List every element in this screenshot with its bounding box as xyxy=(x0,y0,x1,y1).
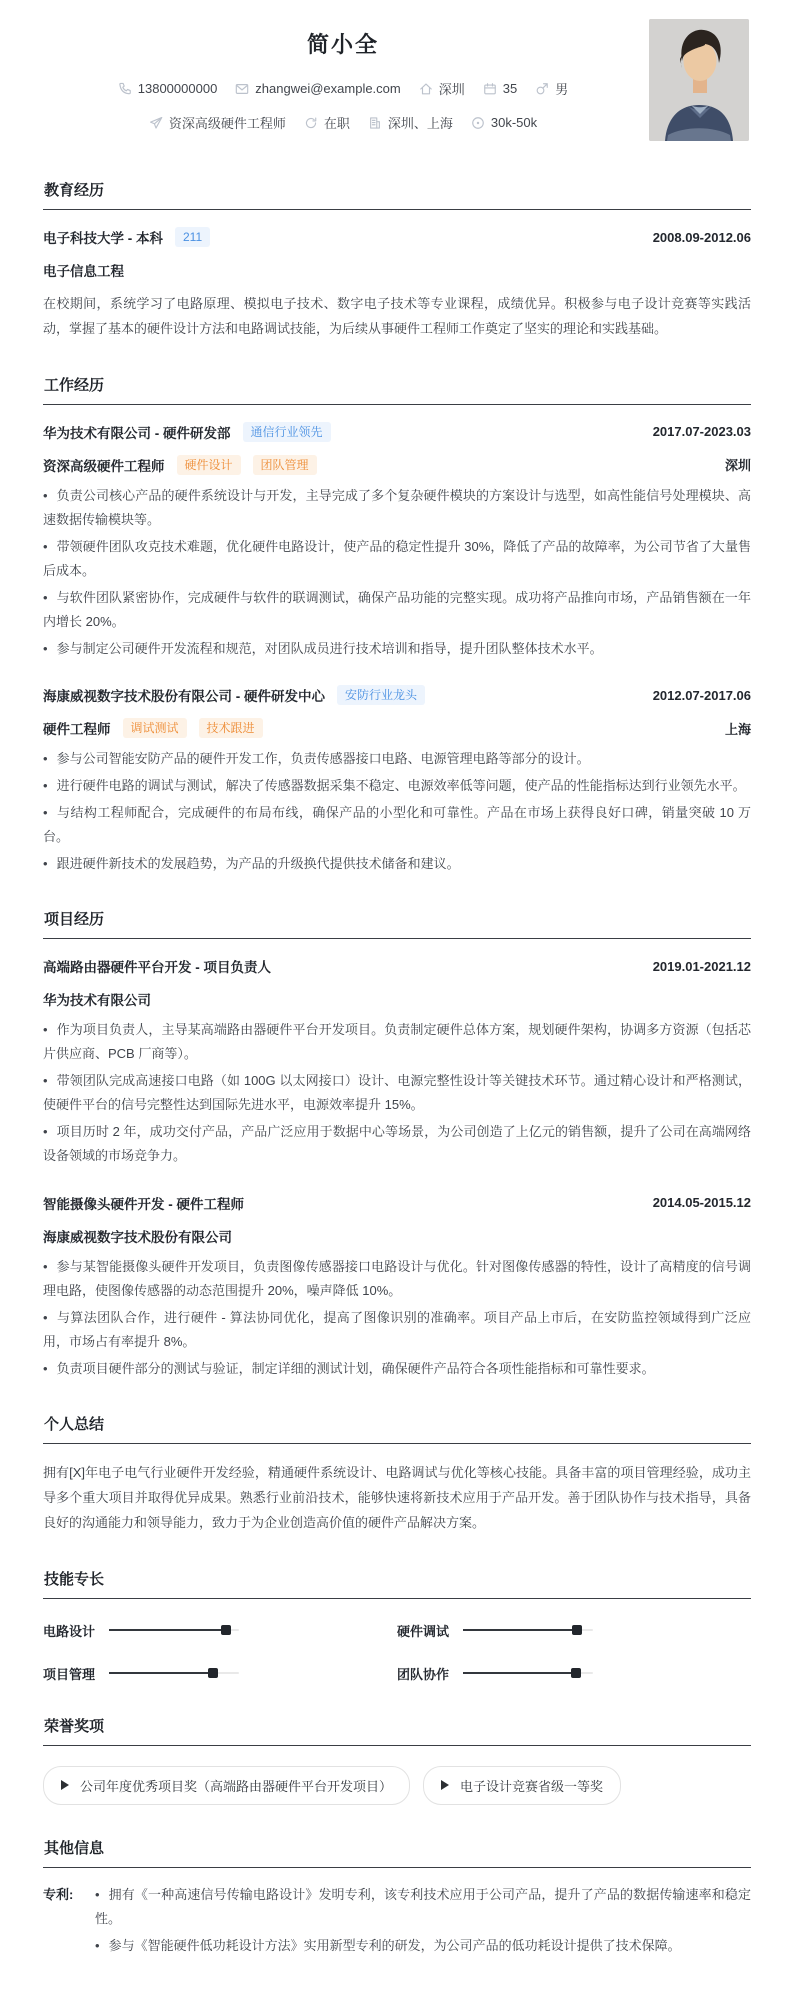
work-bullet: • 与结构工程师配合，完成硬件的布局布线，确保产品的小型化和可靠性。产品在市场上获得良好口碑，销量突破 10 万台。 xyxy=(43,801,751,849)
skill-slider-handle[interactable] xyxy=(109,1672,213,1674)
project-org: 海康威视数字技术股份有限公司 xyxy=(43,1229,232,1245)
skill-hardware-debug xyxy=(397,1621,751,1640)
role-tag: 技术跟进 xyxy=(199,718,263,738)
project-name: 高端路由器硬件平台开发 - 项目负责人 xyxy=(43,960,271,976)
skill-slider[interactable] xyxy=(109,1629,239,1631)
contact-email xyxy=(235,81,400,96)
contact-salary xyxy=(471,115,537,130)
status-icon xyxy=(304,116,318,130)
award-text: 公司年度优秀项目奖（高端路由器硬件平台开发项目） xyxy=(80,1778,393,1794)
email-icon xyxy=(235,82,249,96)
contact-row-1 xyxy=(43,79,643,98)
section-title-awards: 荣誉奖项 xyxy=(43,1715,751,1746)
company-name: 海康威视数字技术股份有限公司 - 硬件研发中心 xyxy=(43,689,325,705)
gender-icon xyxy=(535,82,549,96)
project-bullet: • 带领团队完成高速接口电路（如 100G 以太网接口）设计、电源完整性设计等关键技术环节。通过精心设计和严格测试，使硬件平台的信号完整性达到国际先进水平，电源效率提升 15%。 xyxy=(43,1069,751,1117)
section-summary xyxy=(43,1413,751,1536)
project-entry xyxy=(43,956,751,1168)
contact-gender xyxy=(535,79,568,98)
contact-job-title xyxy=(149,113,286,132)
section-education xyxy=(43,179,751,342)
gender-value: 男 xyxy=(555,82,569,97)
cities-value: 深圳、上海 xyxy=(387,116,453,131)
section-title-skills: 技能专长 xyxy=(43,1568,751,1599)
other-info-row xyxy=(43,1883,751,1961)
education-description: 在校期间，系统学习了电路原理、模拟电子技术、数字电子技术等专业课程，成绩优异。积极参与电子设计竞赛等实践活动，掌握了基本的硬件设计方法和电路调试技能，为后续从事硬件工程师工作奠定了坚实的理论和实践基础。 xyxy=(43,296,751,337)
skill-circuit-design xyxy=(43,1621,397,1640)
role-tag: 硬件设计 xyxy=(177,455,241,475)
status-value: 在职 xyxy=(323,116,350,131)
contact-age xyxy=(483,81,517,96)
role-name: 硬件工程师 xyxy=(43,722,111,738)
candidate-name: 简小全 xyxy=(306,32,379,57)
section-other xyxy=(43,1837,751,1961)
work-bullet: • 参与公司智能安防产品的硬件开发工作，负责传感器接口电路、电源管理电路等部分的设计。 xyxy=(43,747,751,771)
project-bullet: • 项目历时 2 年，成功交付产品，产品广泛应用于数据中心等场景，为公司创造了上亿元的销售额，提升了公司在高端网络设备领域的市场竞争力。 xyxy=(43,1120,751,1168)
work-bullet: • 跟进硬件新技术的发展趋势，为产品的升级换代提供技术储备和建议。 xyxy=(43,852,751,876)
award-pill[interactable] xyxy=(423,1766,621,1805)
work-date: 2012.07-2017.06 xyxy=(652,687,751,703)
skill-label: 硬件调试 xyxy=(397,1623,450,1639)
major-name: 电子信息工程 xyxy=(43,264,124,279)
education-entry-head xyxy=(43,227,751,247)
project-date: 2014.05-2015.12 xyxy=(652,1195,751,1211)
project-bullet: • 参与某智能摄像头硬件开发项目，负责图像传感器接口电路设计与优化。针对图像传感器的特性，设计了高精度的信号调理电路，使图像传感器的动态范围提升 20%，噪声降低 10%。 xyxy=(43,1255,751,1303)
phone-value: 13800000000 xyxy=(137,81,218,96)
skill-slider-handle[interactable] xyxy=(463,1629,577,1631)
project-bullet: • 与算法团队合作，进行硬件 - 算法协同优化，提高了图像识别的准确率。项目产品上市后，在安防监控领域得到广泛应用，市场占有率提升 8%。 xyxy=(43,1306,751,1354)
section-title-projects: 项目经历 xyxy=(43,908,751,939)
company-tag: 安防行业龙头 xyxy=(337,685,425,705)
patent-bullets xyxy=(95,1883,751,1961)
work-location: 上海 xyxy=(724,721,751,737)
profile-photo-placeholder xyxy=(649,19,749,141)
work-entry xyxy=(43,685,751,876)
skill-label: 团队协作 xyxy=(397,1666,450,1682)
school-name: 电子科技大学 - 本科 xyxy=(43,231,163,246)
phone-icon xyxy=(118,82,132,96)
award-text: 电子设计竞赛省级一等奖 xyxy=(460,1778,604,1794)
section-title-work: 工作经历 xyxy=(43,374,751,405)
work-entry xyxy=(43,422,751,661)
section-work xyxy=(43,374,751,877)
contact-row-2 xyxy=(43,113,643,132)
role-tag: 团队管理 xyxy=(253,455,317,475)
skill-label: 电路设计 xyxy=(43,1623,96,1639)
project-name: 智能摄像头硬件开发 - 硬件工程师 xyxy=(43,1196,244,1212)
section-awards xyxy=(43,1715,751,1805)
work-bullet: • 负责公司核心产品的硬件系统设计与开发，主导完成了多个复杂硬件模块的方案设计与选型，如高性能信号处理模块、高速数据传输模块等。 xyxy=(43,484,751,532)
work-location: 深圳 xyxy=(724,458,751,474)
role-tag: 调试测试 xyxy=(123,718,187,738)
section-skills xyxy=(43,1568,751,1683)
skills-grid xyxy=(43,1621,751,1683)
skill-slider-handle[interactable] xyxy=(463,1672,576,1674)
work-bullet: • 带领硬件团队攻克技术难题，优化硬件电路设计，使产品的稳定性提升 30%，降低了产品的故障率，为公司节省了大量售后成本。 xyxy=(43,535,751,583)
section-projects xyxy=(43,908,751,1381)
play-triangle-icon xyxy=(61,1780,69,1790)
age-value: 35 xyxy=(502,81,518,96)
location-value: 深圳 xyxy=(438,82,465,97)
job-title-value: 资深高级硬件工程师 xyxy=(168,116,286,131)
education-date: 2008.09-2012.06 xyxy=(652,229,751,245)
section-title-education: 教育经历 xyxy=(43,179,751,210)
job-title-icon xyxy=(149,116,163,130)
project-org: 华为技术有限公司 xyxy=(43,993,151,1009)
salary-value: 30k-50k xyxy=(490,115,538,130)
email-value: zhangwei@example.com xyxy=(255,81,401,96)
skill-slider[interactable] xyxy=(463,1629,593,1631)
work-bullet: • 参与制定公司硬件开发流程和规范，对团队成员进行技术培训和指导，提升团队整体技术水平。 xyxy=(43,637,751,661)
project-entry xyxy=(43,1193,751,1381)
header-center xyxy=(43,16,643,147)
company-tag: 通信行业领先 xyxy=(243,422,331,442)
patent-bullet: • 参与《智能硬件低功耗设计方法》实用新型专利的研发，为公司产品的低功耗设计提供了技术保障。 xyxy=(95,1934,751,1958)
company-name: 华为技术有限公司 - 硬件研发部 xyxy=(43,425,231,441)
section-title-summary: 个人总结 xyxy=(43,1413,751,1444)
home-icon xyxy=(419,82,433,96)
patent-label: 专利: xyxy=(43,1886,74,1902)
contact-cities xyxy=(368,113,453,132)
section-title-other: 其他信息 xyxy=(43,1837,751,1868)
contact-phone xyxy=(118,81,218,96)
contact-status xyxy=(304,113,350,132)
work-bullet: • 进行硬件电路的调试与测试，解决了传感器数据采集不稳定、电源效率低等问题，使产品的性能指标达到行业领先水平。 xyxy=(43,774,751,798)
contact-location xyxy=(419,79,465,98)
patent-bullet: • 拥有《一种高速信号传输电路设计》发明专利，该专利技术应用于公司产品，提升了产品的数据传输速率和稳定性。 xyxy=(95,1883,751,1931)
work-bullet: • 与软件团队紧密协作，完成硬件与软件的联调测试，确保产品功能的完整实现。成功将产品推向市场，产品销售额在一年内增长 20%。 xyxy=(43,586,751,634)
salary-icon xyxy=(471,116,485,130)
skill-teamwork xyxy=(397,1664,751,1683)
work-date: 2017.07-2023.03 xyxy=(652,424,751,440)
profile-photo xyxy=(649,19,749,141)
skill-slider[interactable] xyxy=(109,1672,239,1674)
skill-project-management xyxy=(43,1664,397,1683)
play-triangle-icon xyxy=(441,1780,449,1790)
age-icon xyxy=(483,82,497,96)
skill-label: 项目管理 xyxy=(43,1666,96,1682)
awards-row xyxy=(43,1766,751,1805)
role-name: 资深高级硬件工程师 xyxy=(43,458,165,474)
summary-text: 拥有[X]年电子电气行业硬件开发经验，精通硬件系统设计、电路调试与优化等核心技能。具备丰富的项目管理经验，成功主导多个重大项目并取得优异成果。熟悉行业前沿技术，能够快速将新技术应用于产品开发。善于团队协作与技术指导，具备良好的沟通能力和领导能力，致力于为企业创造高价值的硬件产品解决方案。 xyxy=(43,1464,751,1531)
education-major-row xyxy=(43,260,751,280)
project-bullet: • 负责项目硬件部分的测试与验证，制定详细的测试计划，确保硬件产品符合各项性能指标和可靠性要求。 xyxy=(43,1357,751,1381)
skill-slider-handle[interactable] xyxy=(109,1629,226,1631)
skill-slider[interactable] xyxy=(463,1672,593,1674)
resume-header xyxy=(43,16,751,147)
project-date: 2019.01-2021.12 xyxy=(652,958,751,974)
school-tag-211: 211 xyxy=(175,227,210,247)
city-icon xyxy=(368,116,382,130)
project-bullet: • 作为项目负责人，主导某高端路由器硬件平台开发项目。负责制定硬件总体方案，规划硬件架构，协调多方资源（包括芯片供应商、PCB 厂商等）。 xyxy=(43,1018,751,1066)
award-pill[interactable] xyxy=(43,1766,410,1805)
